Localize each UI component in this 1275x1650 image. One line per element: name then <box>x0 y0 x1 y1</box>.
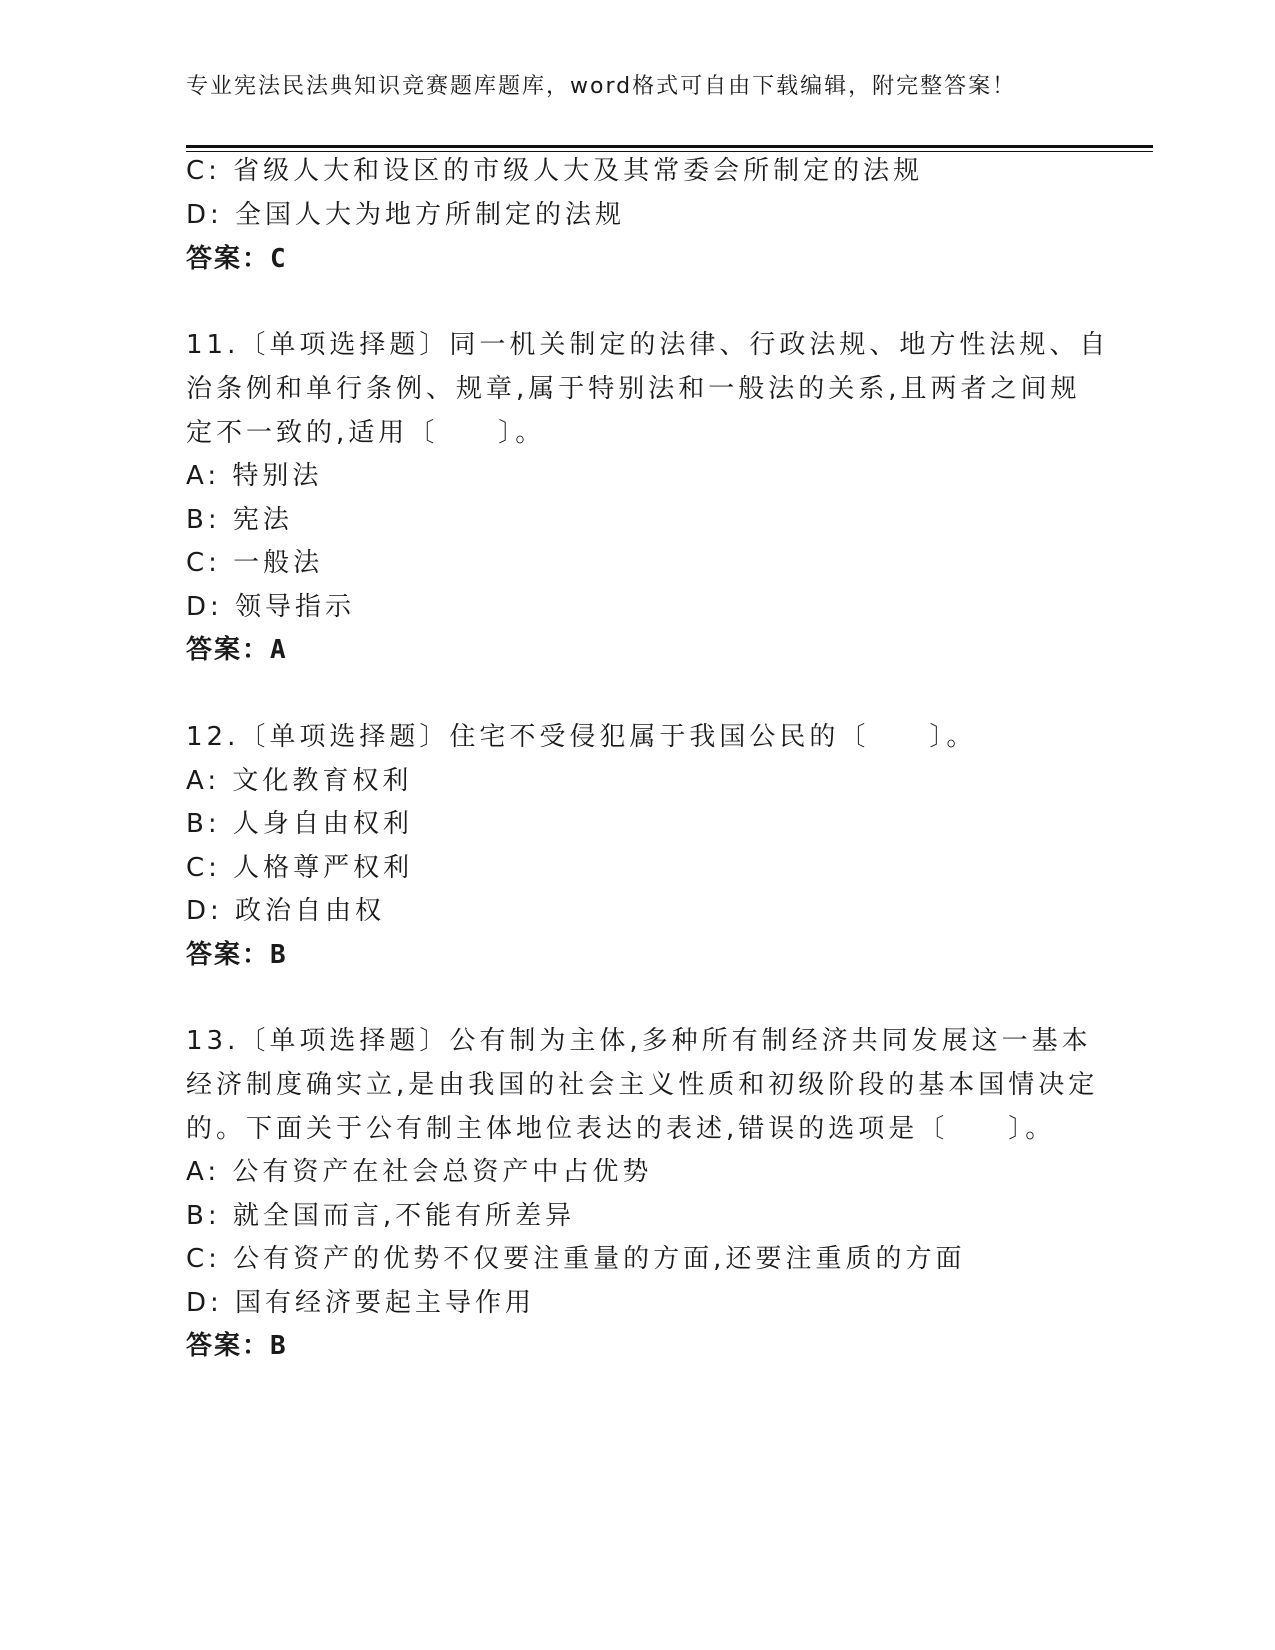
header-rule-thick <box>186 145 1153 148</box>
answer-label: 答案： <box>186 940 271 970</box>
q11-option-c: C: 一般法 <box>186 548 324 578</box>
q10-option-d: D: 全国人大为地方所制定的法规 <box>186 200 626 230</box>
q12-answer <box>186 938 288 972</box>
answer-value: A <box>270 635 288 665</box>
q13-answer <box>186 1329 288 1363</box>
q12-option-a: A: 文化教育权利 <box>186 766 413 796</box>
answer-value: B <box>270 940 288 970</box>
q11-answer <box>186 633 288 667</box>
q11-option-b: B: 宪法 <box>186 505 293 535</box>
q12-option-c: C: 人格尊严权利 <box>186 853 414 883</box>
q13-option-b: B: 就全国而言,不能有所差异 <box>186 1201 576 1231</box>
q11-stem-line-3: 定不一致的,适用〔 〕。 <box>186 418 546 448</box>
answer-label: 答案： <box>186 1331 271 1361</box>
q11-stem-line-1: 11.〔单项选择题〕同一机关制定的法律、行政法规、地方性法规、自 <box>186 330 1110 360</box>
answer-value: B <box>270 1331 288 1361</box>
q13-stem-line-2: 经济制度确实立,是由我国的社会主义性质和初级阶段的基本国情决定 <box>186 1070 1099 1100</box>
answer-value: C <box>270 244 288 274</box>
q12-stem-line-1: 12.〔单项选择题〕住宅不受侵犯属于我国公民的〔 〕。 <box>186 722 977 752</box>
q13-stem-line-3: 的。下面关于公有制主体地位表达的表述,错误的选项是〔 〕。 <box>186 1114 1056 1144</box>
q10-option-c: C: 省级人大和设区的市级人大及其常委会所制定的法规 <box>186 156 924 186</box>
answer-label: 答案： <box>186 244 271 274</box>
page-header: 专业宪法民法典知识竞赛题库题库，word格式可自由下载编辑，附完整答案！ <box>186 74 1017 99</box>
header-rule-thin <box>186 151 1153 152</box>
q11-option-d: D: 领导指示 <box>186 592 356 622</box>
q11-stem-line-2: 治条例和单行条例、规章,属于特别法和一般法的关系,且两者之间规 <box>186 374 1081 404</box>
q13-stem-line-1: 13.〔单项选择题〕公有制为主体,多种所有制经济共同发展这一基本 <box>186 1026 1092 1056</box>
q12-option-d: D: 政治自由权 <box>186 896 386 926</box>
q13-option-a: A: 公有资产在社会总资产中占优势 <box>186 1157 653 1187</box>
answer-label: 答案： <box>186 635 271 665</box>
q13-option-c: C: 公有资产的优势不仅要注重量的方面,还要注重质的方面 <box>186 1244 966 1274</box>
q10-answer <box>186 242 288 276</box>
q11-option-a: A: 特别法 <box>186 461 323 491</box>
q12-option-b: B: 人身自由权利 <box>186 809 413 839</box>
q13-option-d: D: 国有经济要起主导作用 <box>186 1288 536 1318</box>
